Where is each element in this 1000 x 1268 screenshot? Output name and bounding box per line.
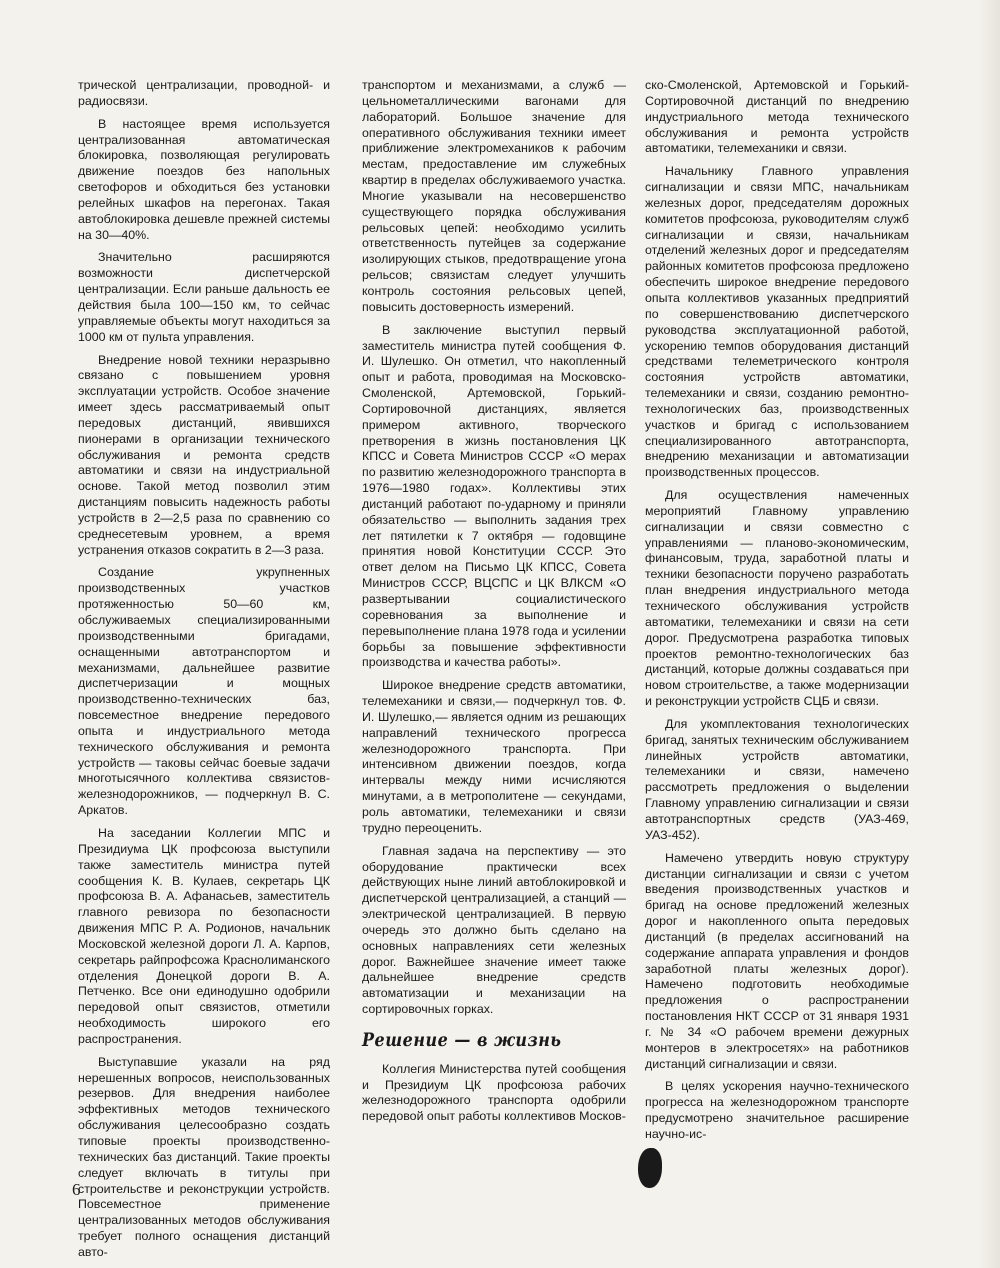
paragraph: Намечено утвердить новую структуру дистанции сигнализации и связи с учетом введения производственных участков и бригад на основе предложений железных дорог и накопленного опыта передовых дистанций (в пределах ассигнований на содержание аппарата управления и фондов заработной платы железных дорог). Намечено подготовить необходимые предложения о распространении постановления НКТ СССР от 31 января 1931 г. № 34 «О рабочем времени дежурных монтеров в электросетях» на работников дистанций сигнализации и связи. [645,850,909,1071]
paragraph: В настоящее время используется централизованная автоматическая блокировка, позволяющая регулировать движение поездов без напольных светофоров и обходиться без установки релейных шкафов на перегонах. Такая автоблокировка дешевле прежней системы на 30—40%. [78,116,330,242]
paragraph: транспортом и механизмами, а служб — цельнометаллическими вагонами для лабораторий. Большое значение для оперативного обслуживания техники имеет приближение электромехаников к рабочим местам, предоставление им служебных квартир в пределах обслуживаемого участка. Многие указывали на несовершенство существующего порядка обслуживания рельсовых цепей: необходимо усилить ответственность путейцев за содержание изолирующих стыков, предотвращение угона рельсов; связистам следует улучшить контроль состояния рельсовых цепей, повысить достоверность измерений. [362,78,626,314]
ink-blot [638,1148,662,1188]
paragraph: Коллегия Министерства путей сообщения и Президиум ЦК профсоюза рабочих железнодорожного транспорта одобрили передовой опыт работы коллективов Москов- [362,1061,626,1124]
text-column-1 [78,78,330,1261]
paragraph: Для укомплектования технологических бригад, занятых техническим обслуживанием линейных устройств автоматики, телемеханики и связи, намечено рассмотреть предложения о выделении Главному управлению сигнализации и связи автотранспортных средств (УАЗ-469, УАЗ-452). [645,716,909,842]
paragraph: Внедрение новой техники неразрывно связано с повышением уровня эксплуатации устройств. Особое значение имеет здесь рассматриваемый опыт передовых дистанций, явившихся пионерами в организации технического обслуживания и ремонта средств автоматики и связи на индустриальной основе. Такой метод позволил этим дистанциям повысить надежность работы устройств в 2—2,5 раза по сравнению со среднесетевым уровнем, а время устранения отказов сократить в 2—3 раза. [78,352,330,557]
paragraph: На заседании Коллегии МПС и Президиума ЦК профсоюза выступили также заместитель министра путей сообщения К. В. Кулаев, секретарь ЦК профсоюза В. А. Афанасьев, заместитель главного ревизора по безопасности движения МПС Р. А. Родионов, начальник Московской железной дороги Л. А. Карпов, секретарь райпрофсожа Краснолиманского отделения Донецкой дороги В. А. Петченко. Все они единодушно одобрили передовой опыт связистов, отметили необходимость широкого его распространения. [78,825,330,1046]
section-heading: Решение — в жизнь [362,1028,562,1051]
paragraph: Значительно расширяются возможности диспетчерской централизации. Если раньше дальность ее действия была 100—150 км, то сейчас управляемые объекты могут находиться за 1000 км от пульта управления. [78,250,330,344]
paragraph: Создание укрупненных производственных участков протяженностью 50—60 км, обслуживаемых специализированными производственными бригадами, оснащенными автотранспортом и механизмами, дальнейшее развитие диспетчеризации и мощных производственно-технических баз, повсеместное внедрение передового опыта и индустриального метода технического обслуживания и ремонта устройств — таковы сейчас боевые задачи многотысячного коллектива связистов-железнодорожников, — подчеркнул В. С. Аркатов. [78,565,330,818]
text-column-3 [645,78,909,1143]
binding-edge [978,0,1000,1268]
paragraph: ско-Смоленской, Артемовской и Горький-Сортировочной дистанций по внедрению индустриального метода технического обслуживания и ремонта устройств автоматики, телемеханики и связи. [645,78,909,156]
page-number: 6 [72,1180,81,1199]
paragraph: Для осуществления намеченных мероприятий Главному управлению сигнализации и связи совместно с управлениями — планово-экономическим, финансовым, труда, заработной платы и техники безопасности поручено разработать план внедрения индустриального метода технического обслуживания устройств автоматики, телемеханики и связи на сети дорог. Предусмотрена разработка типовых проектов ремонтно-технологических баз дистанций, которые должны создаваться при новом строительстве, а также модернизации и реконструкции устройств СЦБ и связи. [645,488,909,709]
paragraph: Широкое внедрение средств автоматики, телемеханики и связи,— подчеркнул тов. Ф. И. Шулешко,— является одним из решающих направлений технического прогресса железнодорожного транспорта. При интенсивном движении поездов, когда интервалы между ними исчисляются минутами, а в метрополитене — секундами, роль автоматики, телемеханики и связи трудно переоценить. [362,678,626,835]
paragraph: В заключение выступил первый заместитель министра путей сообщения Ф. И. Шулешко. Он отметил, что накопленный опыт и работа, проводимая на Московско-Смоленской, Артемовской, Горький-Сортировочной дистанциях, является примером активного, творческого претворения в жизнь постановления ЦК КПСС и Совета Министров СССР «О мерах по развитию железнодорожного транспорта в 1976—1980 годах». Коллективы этих дистанций работают по-ударному и приняли обязательство — выполнить задания трех лет пятилетки к 7 октября — годовщине принятия новой Конституции СССР. Это ответ делом на Письмо ЦК КПСС, Совета Министров СССР, ВЦСПС и ЦК ВЛКСМ «О развертывании социалистического соревнования за выполнение и перевыполнение плана 1978 года и усилении борьбы за повышение эффективности производства и качества работы». [362,322,626,670]
text-column-2 [362,78,626,1125]
paragraph: В целях ускорения научно-технического прогресса на железнодорожном транспорте предусмотрено значительное расширение научно-ис- [645,1079,909,1141]
paragraph: Начальнику Главного управления сигнализации и связи МПС, начальникам железных дорог, председателям дорожных комитетов профсоюза, руководителям служб сигнализации и связи, начальникам отделений железных дорог и председателям районных комитетов профсоюза предложено обеспечить широкое внедрение передового опыта коллективов указанных предприятий по совершенствованию диспетчерского руководства эксплуатационной работой, ускорению темпов оборудования дистанций средствами телеметрического контроля состояния устройств автоматики, телемеханики и связи, созданию ремонтно-технологических баз, производственных участков и бригад с использованием специализированного автотранспорта, внедрению механизации и автоматизации производственных процессов. [645,164,909,480]
paragraph: Главная задача на перспективу — это оборудование практически всех действующих ныне линий автоблокировкой и диспетчерской централизацией, а станций — электрической централизацией. В первую очередь это должно быть сделано на основных направлениях сети железных дорог. Важнейшее значение имеет также дальнейшее внедрение средств автоматизации и механизации на сортировочных горках. [362,843,626,1017]
paragraph: трической централизации, проводной- и радиосвязи. [78,78,330,108]
paragraph: Выступавшие указали на ряд нерешенных вопросов, неиспользованных резервов. Для внедрения наиболее эффективных методов технического обслуживания целесообразно создать типовые проекты производственно-технических баз дистанций. Такие проекты следует включать в титулы при строительстве и реконструкции устройств. Повсеместное применение централизованных методов обслуживания требует полного оснащения дистанций авто- [78,1054,330,1259]
